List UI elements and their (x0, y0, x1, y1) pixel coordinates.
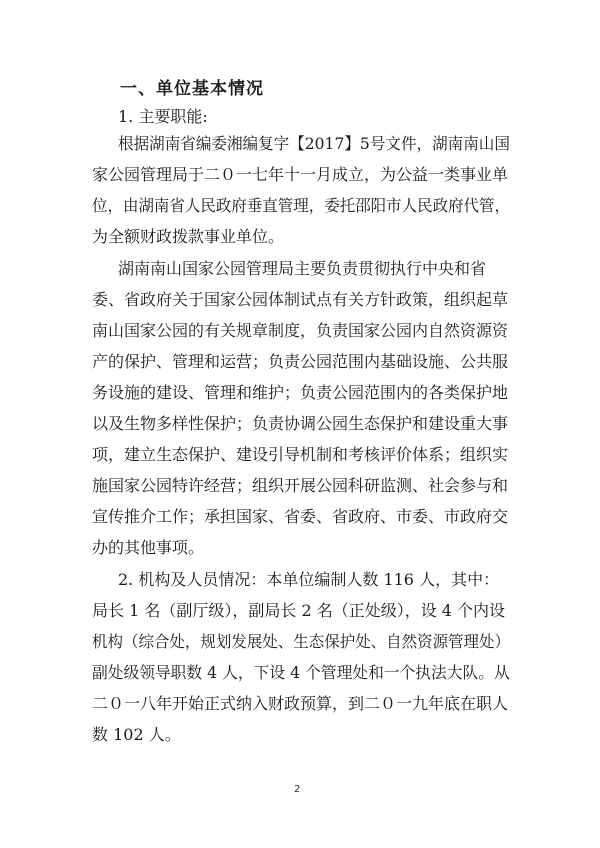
paragraph-3-line: 数 102 人。 (92, 725, 181, 744)
paragraph-2-line: 湖南南山国家公园管理局主要负责贯彻执行中央和省 (118, 259, 487, 278)
paragraph-2-line: 南山国家公园的有关规章制度，负责国家公园内自然资源资 (92, 321, 509, 340)
paragraph-3-line: 机构（综合处，规划发展处、生态保护处、自然资源管理处） (92, 632, 511, 651)
paragraph-1-line: 根据湖南省编委湘编复字【2017】5号文件，湖南南山国 (118, 134, 510, 153)
paragraph-2-line: 宣传推介工作；承担国家、省委、省政府、市委、市政府交 (92, 507, 509, 526)
paragraph-2-line: 委、省政府关于国家公园体制试点有关方针政策，组织起草 (92, 290, 509, 309)
paragraph-1-line: 家公园管理局于二０一七年十一月成立，为公益一类事业单 (92, 165, 509, 184)
paragraph-3-line: 副处级领导职数 4 人，下设 4 个管理处和一个执法大队。从 (92, 663, 510, 682)
paragraph-1-line: 位，由湖南省人民政府垂直管理，委托邵阳市人民政府代管， (92, 196, 511, 215)
page-number: 2 (294, 784, 301, 795)
paragraph-2-line: 项，建立生态保护、建设引导机制和考核评价体系；组织实 (92, 445, 509, 464)
section-subheading: 1. 主要职能: (118, 107, 208, 126)
paragraph-2-line: 务设施的建设、管理和维护；负责公园范围内的各类保护地 (92, 383, 509, 402)
paragraph-3-line: 二０一八年开始正式纳入财政预算，到二０一九年底在职人 (92, 694, 509, 713)
paragraph-2-line: 以及生物多样性保护；负责协调公园生态保护和建设重大事 (92, 414, 509, 433)
paragraph-2-line: 施国家公园特许经营；组织开展公园科研监测、社会参与和 (92, 476, 509, 495)
paragraph-2-line: 办的其他事项。 (92, 538, 205, 557)
paragraph-1-line: 为全额财政拨款事业单位。 (92, 227, 285, 246)
paragraph-2-line: 产的保护、管理和运营；负责公园范围内基础设施、公共服 (92, 352, 509, 371)
paragraph-3-line: 局长 1 名（副厅级），副局长 2 名（正处级），设 4 个内设 (92, 601, 506, 620)
paragraph-3-line: 2. 机构及人员情况：本单位编制人数 116 人，其中： (118, 570, 500, 589)
section-heading: 一、单位基本情况 (120, 79, 264, 99)
